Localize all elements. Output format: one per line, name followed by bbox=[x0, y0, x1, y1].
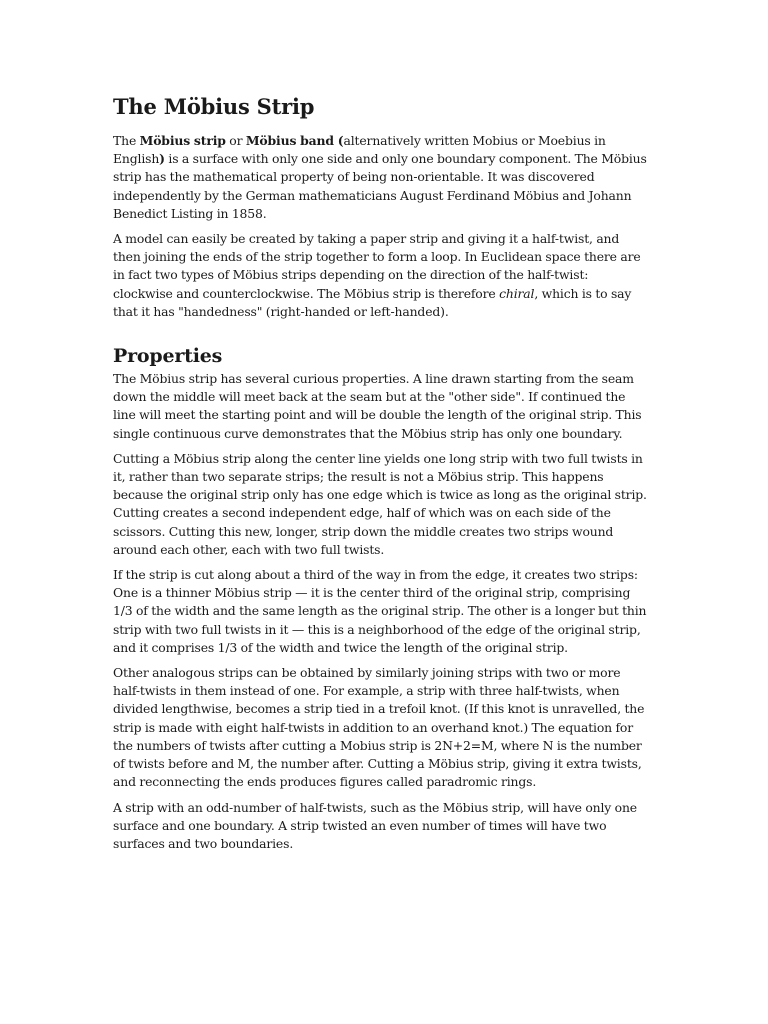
section-heading-properties: Properties bbox=[113, 345, 223, 368]
text-run: or bbox=[225, 133, 246, 148]
section-spacer bbox=[113, 328, 647, 343]
properties-paragraph-3: If the strip is cut along about a third of the way in from the edge, it creates two strips: One is a thinner Möbius strip — it is the center third of the original strip, comprising 1/3 of the width and the same length as the original strip. The other is a longer but thin strip with two full twists in it — this is a neighborhood of the edge of the original strip, and it comprises 1/3 of the width and twice the length of the original strip. bbox=[113, 567, 647, 655]
intro-paragraph-1 bbox=[113, 132, 647, 223]
properties-paragraph-4: Other analogous strips can be obtained by similarly joining strips with two or more half-twists in them instead of one. For example, a strip with three half-twists, when divided lengthwise, becomes a strip tied in a trefoil knot. (If this knot is unravelled, the strip is made with eight half-twists in addition to an overhand knot.) The equation for the numbers of twists after cutting a Mobius strip is 2N+2=M, where N is the number of twists before and M, the number after. Cutting a Möbius strip, giving it extra twists, and reconnecting the ends produces figures called paradromic rings. bbox=[113, 665, 645, 790]
document-title: The Möbius Strip bbox=[113, 94, 315, 119]
intro-paragraph-2 bbox=[113, 230, 647, 321]
italic-term-chiral: chiral bbox=[499, 285, 535, 301]
properties-paragraph-1: The Möbius strip has several curious properties. A line drawn starting from the seam down the middle will meet back at the seam but at the "other side". If continued the line will meet the starting point and will be double the length of the original strip. This single continuous curve demonstrates that the Möbius strip has only one boundary. bbox=[113, 371, 642, 441]
document-page bbox=[113, 92, 647, 860]
text-run: The bbox=[113, 133, 140, 148]
properties-paragraph-2: Cutting a Möbius strip along the center line yields one long strip with two full twists in it, rather than two separate strips; the result is not a Möbius strip. This happens because the original strip only has one edge which is twice as long as the original strip. Cutting creates a second independent edge, half of which was on each side of the scissors. Cutting this new, longer, strip down the middle creates two strips wound around each other, each with two full twists. bbox=[113, 450, 647, 557]
bold-term-mobius-strip: Möbius strip bbox=[139, 133, 226, 148]
text-run: is a surface with only one side and only one boundary component. The Möbius strip has the mathematical property of being non-orientable. It was discovered independently by the German mathematicians August Ferdinand Möbius and Johann Benedict Listing in 1858. bbox=[113, 151, 647, 221]
bold-paren-close: ) bbox=[159, 151, 165, 167]
text-run: A model can easily be created by taking a paper strip and giving it a half-twist, and then joining the ends of the strip together to form a loop. In Euclidean space there are in fact two types of Möbius strips depending on the direction of the half-twist: clockwise and counterclockwise. The Möbius strip is therefore bbox=[113, 231, 641, 301]
bold-term-mobius-band: Möbius band ( bbox=[245, 133, 344, 148]
text-run: alternatively written Mobius or Moebius in English bbox=[113, 133, 606, 167]
properties-paragraph-5: A strip with an odd-number of half-twists, such as the Möbius strip, will have only one surface and one boundary. A strip twisted an even number of times will have two surfaces and two boundaries. bbox=[113, 799, 637, 851]
text-run: , which is to say that it has "handedness" (right-handed or left-handed). bbox=[113, 285, 632, 319]
